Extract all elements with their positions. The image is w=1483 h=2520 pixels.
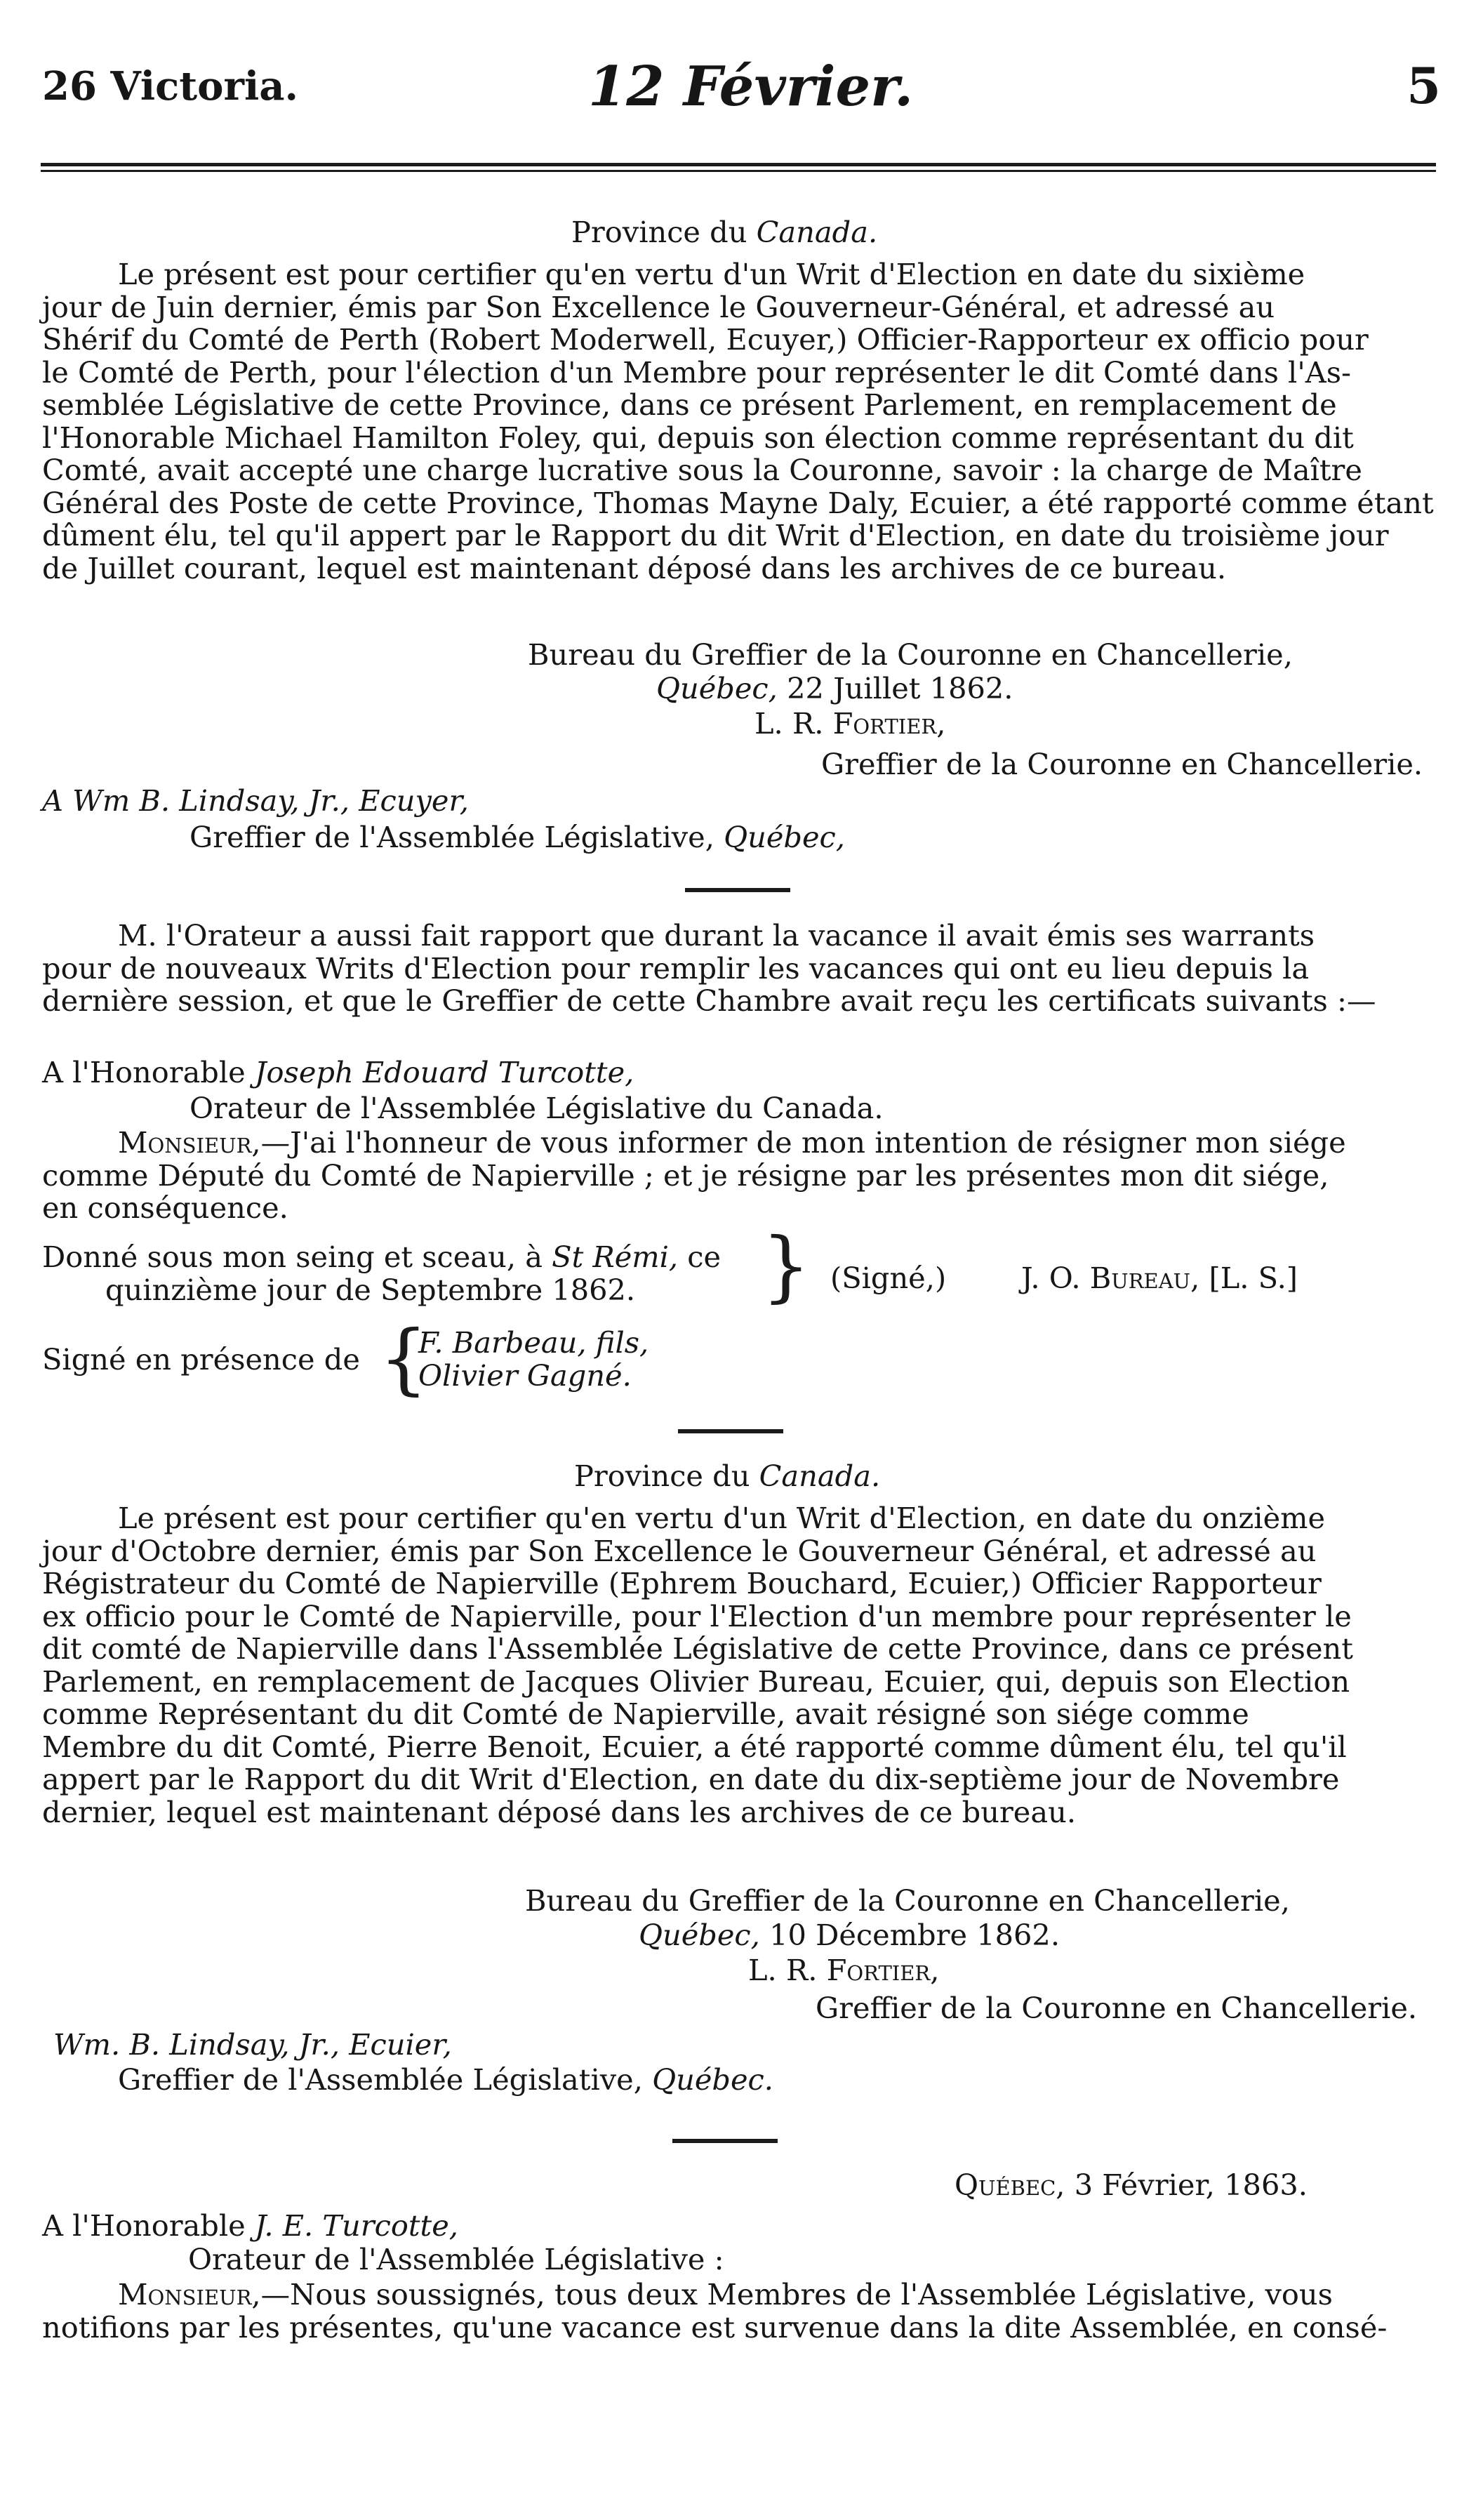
doc1-bureau: Bureau du Greffier de la Couronne en Chancellerie, [528,637,1293,672]
doc1-line: le Comté de Perth, pour l'élection d'un Membre pour représenter le dit Comté dans l'As- [42,354,1352,390]
letter1-given: Donné sous mon seing et sceau, à St Rémi, ce quinzième jour de Septembre 1862. [42,1240,721,1307]
doc1-line: Shérif du Comté de Perth (Robert Moderwell, Ecuyer,) Officier-Rapporteur ex officio pour [42,322,1369,357]
doc1-line: dûment élu, tel qu'il appert par le Rapport du dit Writ d'Election, en date du troisième jour [42,518,1389,552]
doc1-line: semblée Législative de cette Province, dans ce présent Parlement, en remplacement de [42,387,1337,422]
orateur-line: pour de nouveaux Writs d'Election pour remplir les vacances qui ont eu lieu depuis la [42,950,1310,986]
doc2-signer-title: Greffier de la Couronne en Chancellerie. [816,1991,1418,2025]
doc2-line: Membre du dit Comté, Pierre Benoit, Ecuier, a été rapporté comme dûment élu, tel qu'il [42,1729,1347,1764]
letter1-presence: Signé en présence de [42,1342,360,1377]
doc1-body [42,258,1439,585]
doc2-line: jour d'Octobre dernier, émis par Son Excellence le Gouverneur Général, et adressé au [42,1533,1317,1568]
header-date: 12 Février. [588,55,914,119]
header-session: 26 Victoria. [42,63,299,110]
doc2-bureau: Bureau du Greffier de la Couronne en Chancellerie, [525,1883,1290,1918]
doc1-recipient: A Wm B. Lindsay, Jr., Ecuyer, [42,783,469,818]
doc1-date: Québec, 22 Juillet 1862. [656,671,1013,705]
letter1-signed: (Signé,) [830,1261,947,1295]
orateur-line: M. l'Orateur a aussi fait rapport que durant la vacance il avait émis ses warrants [118,918,1315,953]
doc1-signer: L. R. Fortier, [754,706,946,741]
doc1-recipient-title: Greffier de l'Assemblée Législative, Québec, [189,820,845,854]
doc2-line: Régistrateur du Comté de Napierville (Ephrem Bouchard, Ecuier,) Officier Rapporteur [42,1566,1322,1600]
doc1-line: Comté, avait accepté une charge lucrative sous la Couronne, savoir : la charge de Maître [42,453,1362,487]
letter2-recipient-title: Orateur de l'Assemblée Législative : [188,2242,724,2276]
section-separator [685,888,790,892]
witness-name: Olivier Gagné. [418,1358,632,1393]
letter1-recipient-title: Orateur de l'Assemblée Législative du Canada. [189,1091,884,1125]
doc2-line: dit comté de Napierville dans l'Assemblée Législative de cette Province, dans ce présent [42,1631,1353,1666]
doc2-title: Province du Canada. [574,1459,881,1493]
section-separator [678,1429,783,1433]
doc2-line: appert par le Rapport du dit Writ d'Election, en date du dix-septième jour de Novembre [42,1762,1340,1796]
letter2-recipient: A l'Honorable J. E. Turcotte, [42,2208,458,2243]
letter1-brace-icon: } [762,1221,811,1311]
letter1-witnesses [418,1327,649,1392]
doc2-line: Parlement, en remplacement de Jacques Olivier Bureau, Ecuier, qui, depuis son Election [42,1664,1350,1699]
doc2-line: comme Représentant du dit Comté de Napierville, avait résigné son siége comme [42,1697,1249,1731]
letter2-line: Monsieur,—Nous soussignés, tous deux Membres de l'Assemblée Législative, vous [118,2277,1333,2312]
doc1-line: jour de Juin dernier, émis par Son Excellence le Gouverneur-Général, et adressé au [42,289,1275,324]
letter1-recipient: A l'Honorable Joseph Edouard Turcotte, [42,1055,634,1089]
letter1-line: comme Député du Comté de Napierville ; et je résigne par les présentes mon dit siége, [42,1158,1329,1193]
doc2-recipient: Wm. B. Lindsay, Jr., Ecuier, [53,2027,452,2062]
doc1-line: Le présent est pour certifier qu'en vertu d'un Writ d'Election en date du sixième [118,257,1305,291]
orateur-line: dernière session, et que le Greffier de cette Chambre avait reçu les certificats suivants :— [42,983,1376,1018]
letter2-line: notifions par les présentes, qu'une vacance est survenue dans la dite Assemblée, en consé- [42,2309,1388,2345]
header-rule-top [41,163,1436,166]
doc2-body [42,1502,1439,1829]
doc1-line: l'Honorable Michael Hamilton Foley, qui, depuis son élection comme représentant du dit [42,420,1354,455]
letter2-dateline: Québec, 3 Février, 1863. [955,2168,1308,2202]
letter1-body [42,1127,1439,1225]
section-separator [672,2139,778,2143]
doc2-recipient-title: Greffier de l'Assemblée Législative, Québec. [118,2062,773,2097]
doc2-line: Le présent est pour certifier qu'en vertu d'un Writ d'Election, en date du onzième [118,1501,1326,1535]
letter1-signer: J. O. Bureau, [L. S.] [1021,1261,1298,1295]
page-number: 5 [1406,57,1441,115]
doc1-line: de Juillet courant, lequel est maintenant déposé dans les archives de ce bureau. [42,550,1227,585]
doc2-line: dernier, lequel est maintenant déposé dans les archives de ce bureau. [42,1794,1077,1829]
orateur-report [42,920,1439,1018]
doc1-signer-title: Greffier de la Couronne en Chancellerie. [821,747,1423,781]
witness-name: F. Barbeau, fils, [418,1325,649,1360]
doc1-title: Province du Canada. [571,215,878,249]
doc1-line: Général des Poste de cette Province, Thomas Mayne Daly, Ecuier, a été rapporté comme étant [42,485,1434,520]
header-rule-bottom [41,170,1436,172]
letter2-body [42,2279,1439,2344]
doc2-signer: L. R. Fortier, [748,1953,940,1987]
letter1-line: Monsieur,—J'ai l'honneur de vous informer de mon intention de résigner mon siége [118,1125,1346,1160]
doc2-date: Québec, 10 Décembre 1862. [639,1918,1060,1952]
doc2-line: ex officio pour le Comté de Napierville, pour l'Election d'un membre pour représenter le [42,1598,1352,1633]
letter1-line: en conséquence. [42,1191,288,1225]
witness-brace-icon: { [379,1313,428,1403]
